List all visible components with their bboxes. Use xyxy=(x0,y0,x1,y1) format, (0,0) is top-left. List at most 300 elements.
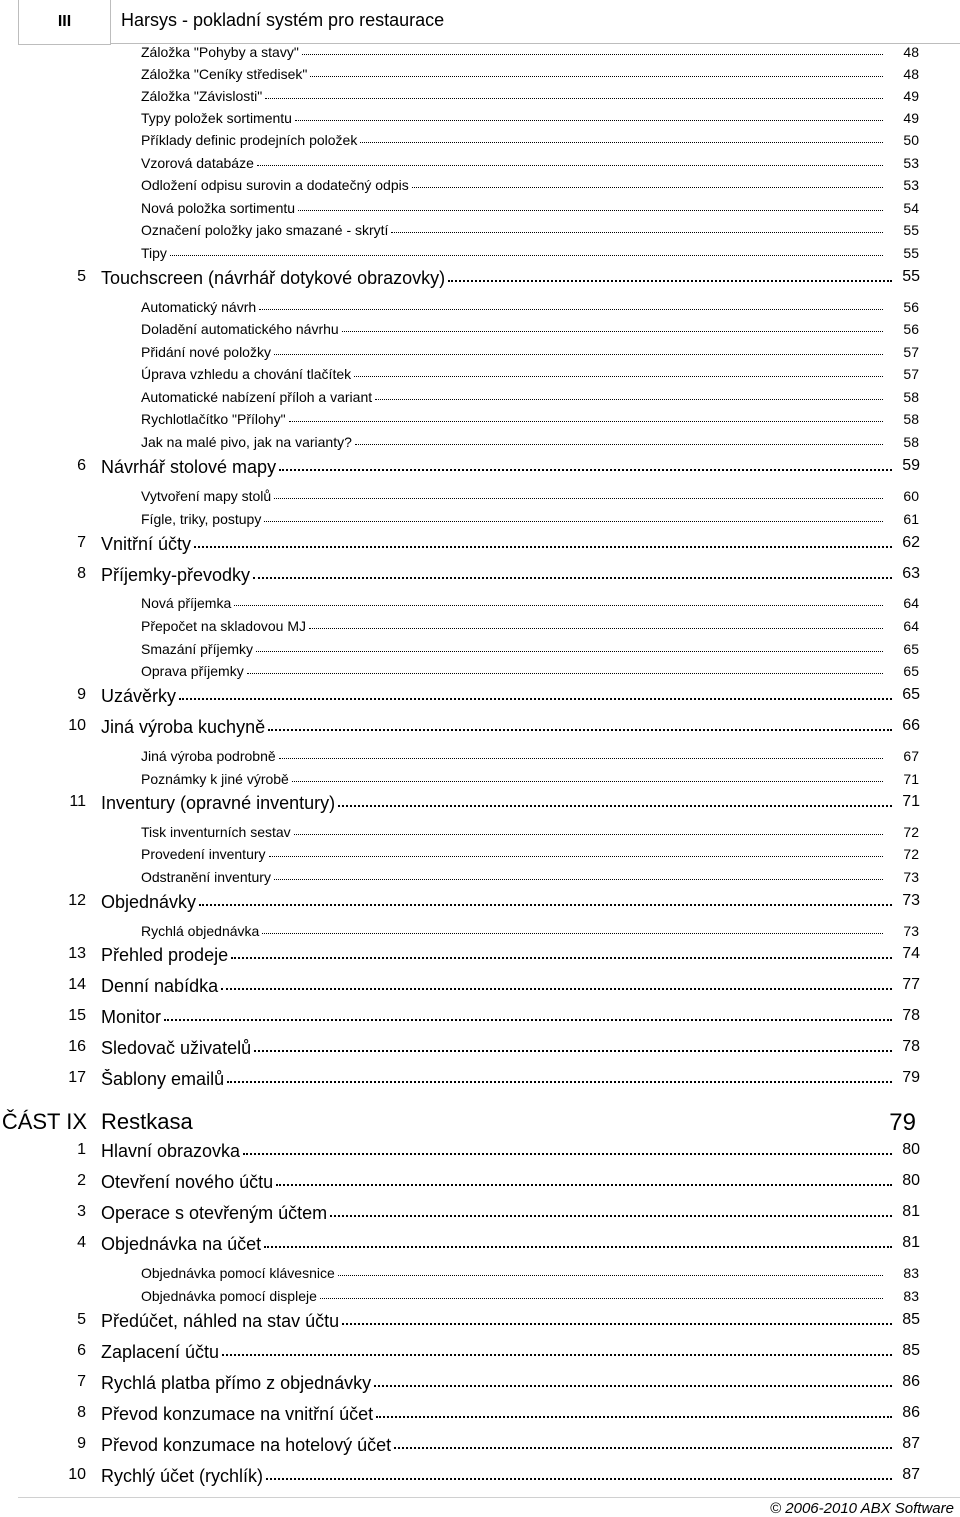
toc-section-entry[interactable] xyxy=(0,434,960,456)
toc-entry-page: 77 xyxy=(902,976,920,993)
toc-entry-page: 71 xyxy=(902,793,920,810)
toc-entry-title: Přepočet na skladovou MJ xyxy=(141,618,306,634)
toc-entry-title: Touchscreen (návrhář dotykové obrazovky) xyxy=(101,268,446,288)
toc-entry-title: Oprava příjemky xyxy=(141,663,244,679)
toc-entry-title-wrap xyxy=(101,1404,895,1425)
toc-chapter-entry[interactable] xyxy=(0,1141,960,1169)
toc-entry-page: 48 xyxy=(903,44,919,60)
toc-section-entry[interactable] xyxy=(0,245,960,267)
toc-section-entry[interactable] xyxy=(0,511,960,533)
toc-entry-title: Objednávky xyxy=(101,892,197,912)
toc-entry-number: 16 xyxy=(68,1038,86,1055)
toc-entry-page: 73 xyxy=(902,892,920,909)
toc-entry-number: 15 xyxy=(68,1007,86,1024)
toc-entry-number: 13 xyxy=(68,945,86,962)
toc-entry-title: Restkasa xyxy=(101,1109,193,1134)
toc-entry-page: 73 xyxy=(903,923,919,939)
toc-entry-page: 55 xyxy=(903,245,919,261)
toc-entry-title-wrap xyxy=(101,457,895,478)
toc-entry-page: 48 xyxy=(903,66,919,82)
toc-entry-page: 87 xyxy=(902,1466,920,1483)
toc-entry-title: Automatický návrh xyxy=(141,299,257,315)
toc-entry-title: Jiná výroba podrobně xyxy=(141,748,276,764)
toc-entry-page: 67 xyxy=(903,748,919,764)
toc-entry-title: Přidání nové položky xyxy=(141,344,271,360)
toc-leader-dots xyxy=(254,1050,892,1052)
toc-entry-number: ČÁST IX xyxy=(1,1109,87,1134)
toc-entry-title-wrap xyxy=(101,268,895,289)
toc-leader-dots xyxy=(279,469,892,471)
toc-entry-page: 73 xyxy=(903,869,919,885)
toc-chapter-entry[interactable] xyxy=(0,1234,960,1262)
toc-section-entry[interactable] xyxy=(0,846,960,868)
toc-section-entry[interactable] xyxy=(0,748,960,770)
toc-entry-number: 8 xyxy=(77,1404,86,1421)
toc-entry-title: Denní nabídka xyxy=(101,976,219,996)
toc-section-entry[interactable] xyxy=(0,132,960,154)
toc-entry-title: Rychlý účet (rychlík) xyxy=(101,1466,264,1486)
toc-leader-dots xyxy=(194,546,892,548)
toc-leader-dots xyxy=(320,1298,883,1299)
toc-leader-dots xyxy=(355,444,883,445)
toc-leader-dots xyxy=(222,1354,892,1356)
toc-leader-dots xyxy=(412,187,883,188)
toc-entry-title: Vytvoření mapy stolů xyxy=(141,488,272,504)
toc-entry-title-wrap xyxy=(141,923,886,939)
toc-section-entry[interactable] xyxy=(0,344,960,366)
toc-entry-title: Jiná výroba kuchyně xyxy=(101,717,266,737)
toc-entry-number: 11 xyxy=(69,793,86,810)
toc-entry-title: Objednávka na účet xyxy=(101,1234,262,1254)
toc-entry-title: Přehled prodeje xyxy=(101,945,229,965)
toc-leader-dots xyxy=(298,210,883,211)
toc-entry-title: Rychlá objednávka xyxy=(141,923,260,939)
toc-entry-title: Objednávka pomocí klávesnice xyxy=(141,1265,335,1281)
toc-section-entry[interactable] xyxy=(0,155,960,177)
toc-entry-number: 10 xyxy=(68,1466,86,1483)
toc-entry-number: 5 xyxy=(77,268,86,285)
toc-section-entry[interactable] xyxy=(0,411,960,433)
toc-section-entry[interactable] xyxy=(0,177,960,199)
toc-entry-title-wrap xyxy=(141,245,886,261)
toc-leader-dots xyxy=(338,1275,883,1276)
toc-chapter-entry[interactable] xyxy=(0,686,960,714)
toc-entry-title: Návrhář stolové mapy xyxy=(101,457,277,477)
toc-entry-title: Typy položek sortimentu xyxy=(141,110,292,126)
toc-entry-number: 9 xyxy=(77,1435,86,1452)
toc-entry-number: 7 xyxy=(77,1373,86,1390)
toc-entry-title: Automatické nabízení příloh a variant xyxy=(141,389,373,405)
toc-entry-title-wrap xyxy=(141,200,886,216)
toc-entry-title: Odložení odpisu surovin a dodatečný odpis xyxy=(141,177,409,193)
toc-entry-title: Objednávka pomocí displeje xyxy=(141,1288,317,1304)
toc-entry-title-wrap xyxy=(101,976,895,997)
toc-entry-title: Inventury (opravné inventury) xyxy=(101,793,336,813)
toc-entry-page: 81 xyxy=(902,1234,920,1251)
toc-entry-page: 56 xyxy=(903,321,919,337)
toc-entry-title: Zaplacení účtu xyxy=(101,1342,220,1362)
toc-entry-title-wrap xyxy=(141,321,886,337)
toc-entry-page: 60 xyxy=(903,488,919,504)
toc-chapter-entry[interactable] xyxy=(0,1342,960,1370)
toc-leader-dots xyxy=(269,856,883,857)
toc-entry-title-wrap xyxy=(141,1288,886,1304)
toc-entry-page: 86 xyxy=(902,1373,920,1390)
toc-section-entry[interactable] xyxy=(0,1288,960,1310)
toc-leader-dots xyxy=(292,781,883,782)
toc-section-entry[interactable] xyxy=(0,641,960,663)
toc-entry-page: 79 xyxy=(889,1109,916,1136)
toc-section-entry[interactable] xyxy=(0,222,960,244)
toc-entry-title: Záložka "Ceníky středisek" xyxy=(141,66,308,82)
toc-leader-dots xyxy=(264,1246,892,1248)
toc-leader-dots xyxy=(342,331,883,332)
toc-chapter-entry[interactable] xyxy=(0,565,960,593)
toc-entry-title: Šablony emailů xyxy=(101,1069,225,1089)
toc-entry-page: 61 xyxy=(903,511,919,527)
toc-entry-title: Jak na malé pivo, jak na varianty? xyxy=(141,434,352,450)
toc-entry-page: 66 xyxy=(902,717,920,734)
toc-section-entry[interactable] xyxy=(0,923,960,945)
toc-entry-title-wrap xyxy=(141,748,886,764)
toc-entry-title-wrap xyxy=(141,1265,886,1281)
toc-entry-title-wrap xyxy=(101,1069,895,1090)
toc-leader-dots xyxy=(268,729,892,731)
toc-leader-dots xyxy=(264,521,883,522)
toc-leader-dots xyxy=(279,758,883,759)
toc-entry-title: Záložka "Pohyby a stavy" xyxy=(141,44,299,60)
toc-section-entry[interactable] xyxy=(0,44,960,66)
toc-chapter-entry[interactable] xyxy=(0,1007,960,1035)
toc-entry-title: Úprava vzhledu a chování tlačítek xyxy=(141,366,352,382)
toc-chapter-entry[interactable] xyxy=(0,1311,960,1339)
toc-entry-page: 55 xyxy=(902,268,920,285)
toc-entry-page: 79 xyxy=(902,1069,920,1086)
toc-entry-page: 56 xyxy=(903,299,919,315)
toc-section-entry[interactable] xyxy=(0,389,960,411)
toc-section-entry[interactable] xyxy=(0,824,960,846)
toc-entry-title: Převod konzumace na vnitřní účet xyxy=(101,1404,374,1424)
toc-leader-dots xyxy=(265,98,883,99)
toc-entry-title-wrap xyxy=(101,565,895,586)
toc-entry-title: Operace s otevřeným účtem xyxy=(101,1203,328,1223)
toc-entry-page: 53 xyxy=(903,177,919,193)
toc-leader-dots xyxy=(374,1385,892,1387)
toc-chapter-entry[interactable] xyxy=(0,793,960,821)
toc-entry-number: 1 xyxy=(77,1141,86,1158)
toc-section-entry[interactable] xyxy=(0,66,960,88)
toc-entry-number: 5 xyxy=(77,1311,86,1328)
toc-chapter-entry[interactable] xyxy=(0,1069,960,1097)
toc-leader-dots xyxy=(164,1019,892,1021)
toc-section-entry[interactable] xyxy=(0,771,960,793)
toc-entry-title: Tisk inventurních sestav xyxy=(141,824,291,840)
toc-entry-title-wrap xyxy=(141,44,886,60)
toc-entry-page: 72 xyxy=(903,824,919,840)
toc-leader-dots xyxy=(179,698,892,700)
toc-entry-title-wrap xyxy=(141,222,886,238)
toc-leader-dots xyxy=(391,232,883,233)
toc-leader-dots xyxy=(342,1323,892,1325)
toc-entry-page: 49 xyxy=(903,110,919,126)
toc-entry-page: 58 xyxy=(903,411,919,427)
toc-entry-page: 59 xyxy=(902,457,920,474)
toc-entry-title: Hlavní obrazovka xyxy=(101,1141,241,1161)
toc-leader-dots xyxy=(376,1416,892,1418)
toc-entry-title-wrap xyxy=(141,663,886,679)
toc-entry-title: Doladění automatického návrhu xyxy=(141,321,339,337)
toc-entry-page: 78 xyxy=(902,1038,920,1055)
toc-entry-title-wrap xyxy=(101,1038,895,1059)
toc-entry-title-wrap xyxy=(141,869,886,885)
toc-entry-page: 74 xyxy=(902,945,920,962)
toc-entry-page: 55 xyxy=(903,222,919,238)
toc-entry-number: 10 xyxy=(68,717,86,734)
toc-chapter-entry[interactable] xyxy=(0,717,960,745)
toc-entry-page: 57 xyxy=(903,366,919,382)
toc-entry-title: Záložka "Závislosti" xyxy=(141,88,263,104)
toc-chapter-entry[interactable] xyxy=(0,534,960,562)
toc-chapter-entry[interactable] xyxy=(0,1172,960,1200)
toc-leader-dots xyxy=(309,628,883,629)
toc-leader-dots xyxy=(274,879,883,880)
toc-leader-dots xyxy=(295,120,883,121)
toc-leader-dots xyxy=(262,933,883,934)
toc-entry-title-wrap xyxy=(141,299,886,315)
toc-entry-number: 14 xyxy=(68,976,86,993)
toc-entry-title: Uzávěrky xyxy=(101,686,177,706)
toc-entry-number: 6 xyxy=(77,457,86,474)
toc-chapter-entry[interactable] xyxy=(0,1038,960,1066)
toc-entry-title: Předúčet, náhled na stav účtu xyxy=(101,1311,340,1331)
toc-leader-dots xyxy=(266,1478,892,1480)
toc-entry-title: Vnitřní účty xyxy=(101,534,192,554)
toc-entry-page: 63 xyxy=(902,565,920,582)
toc-entry-title: Odstranění inventury xyxy=(141,869,271,885)
toc-entry-title: Rychlá platba přímo z objednávky xyxy=(101,1373,372,1393)
toc-entry-title: Příjemky-převodky xyxy=(101,565,251,585)
toc-entry-page: 58 xyxy=(903,434,919,450)
toc-entry-title-wrap xyxy=(141,641,886,657)
toc-entry-page: 58 xyxy=(903,389,919,405)
toc-entry-page: 87 xyxy=(902,1435,920,1452)
toc-entry-title-wrap xyxy=(141,846,886,862)
toc-entry-title-wrap xyxy=(101,1342,895,1363)
toc-section-entry[interactable] xyxy=(0,1265,960,1287)
toc-entry-title: Provedení inventury xyxy=(141,846,266,862)
page-label: III xyxy=(57,13,72,30)
toc-leader-dots xyxy=(289,421,883,422)
toc-entry-title-wrap xyxy=(141,344,886,360)
toc-leader-dots xyxy=(375,399,883,400)
toc-section-entry[interactable] xyxy=(0,200,960,222)
toc-entry-number: 7 xyxy=(77,534,86,551)
toc-entry-page: 80 xyxy=(902,1141,920,1158)
toc-leader-dots xyxy=(253,577,892,579)
toc-entry-title-wrap xyxy=(101,945,895,966)
toc-leader-dots xyxy=(170,255,883,256)
toc-chapter-entry[interactable] xyxy=(0,457,960,485)
toc-entry-title-wrap xyxy=(141,366,886,382)
toc-chapter-entry[interactable] xyxy=(0,1466,960,1494)
toc-leader-dots xyxy=(330,1215,892,1217)
toc-leader-dots xyxy=(247,673,883,674)
toc-section-entry[interactable] xyxy=(0,488,960,510)
toc-entry-page: 85 xyxy=(902,1342,920,1359)
toc-entry-title: Tipy xyxy=(141,245,167,261)
toc-entry-page: 80 xyxy=(902,1172,920,1189)
toc-entry-title: Nová příjemka xyxy=(141,595,232,611)
toc-entry-title-wrap xyxy=(141,177,886,193)
toc-leader-dots xyxy=(221,988,892,990)
toc-entry-page: 49 xyxy=(903,88,919,104)
toc-entry-number: 17 xyxy=(68,1069,86,1086)
toc-chapter-entry[interactable] xyxy=(0,976,960,1004)
toc-section-entry[interactable] xyxy=(0,299,960,321)
toc-leader-dots xyxy=(256,651,883,652)
toc-section-entry[interactable] xyxy=(0,595,960,617)
toc-entry-title-wrap xyxy=(141,771,886,787)
toc-section-entry[interactable] xyxy=(0,618,960,640)
toc-entry-title-wrap xyxy=(101,793,895,814)
toc-entry-title: Otevření nového účtu xyxy=(101,1172,274,1192)
toc-entry-number: 2 xyxy=(77,1172,86,1189)
toc-entry-page: 53 xyxy=(903,155,919,171)
toc-entry-title-wrap xyxy=(101,1007,895,1028)
toc-chapter-entry[interactable] xyxy=(0,892,960,920)
toc-leader-dots xyxy=(354,376,883,377)
toc-chapter-entry[interactable] xyxy=(0,1373,960,1401)
toc-entry-page: 65 xyxy=(903,663,919,679)
toc-leader-dots xyxy=(310,76,883,77)
toc-entry-title-wrap xyxy=(141,618,886,634)
toc-section-entry[interactable] xyxy=(0,321,960,343)
toc-section-entry[interactable] xyxy=(0,88,960,110)
toc-entry-title-wrap xyxy=(101,1435,895,1456)
toc-leader-dots xyxy=(294,834,883,835)
toc-entry-title: Fígle, triky, postupy xyxy=(141,511,262,527)
toc-entry-page: 64 xyxy=(903,618,919,634)
toc-entry-title-wrap xyxy=(141,66,886,82)
toc-entry-page: 64 xyxy=(903,595,919,611)
toc-entry-title-wrap xyxy=(141,434,886,450)
toc-entry-page: 65 xyxy=(902,686,920,703)
toc-entry-title: Smazání příjemky xyxy=(141,641,254,657)
toc-entry-title: Vzorová databáze xyxy=(141,155,254,171)
footer-copyright: © 2006-2010 ABX Software xyxy=(770,1500,954,1517)
toc-chapter-entry[interactable] xyxy=(0,268,960,296)
toc-entry-number: 12 xyxy=(68,892,86,909)
toc-leader-dots xyxy=(302,54,883,55)
toc-entry-title: Sledovač uživatelů xyxy=(101,1038,252,1058)
toc-entry-number: 9 xyxy=(77,686,86,703)
toc-entry-page: 50 xyxy=(903,132,919,148)
toc-entry-title-wrap xyxy=(101,1373,895,1394)
toc-leader-dots xyxy=(274,354,883,355)
toc-leader-dots xyxy=(274,498,883,499)
toc-entry-page: 54 xyxy=(903,200,919,216)
toc-entry-title-wrap xyxy=(141,824,886,840)
toc-entry-page: 57 xyxy=(903,344,919,360)
toc-section-entry[interactable] xyxy=(0,366,960,388)
header-title: Harsys - pokladní systém pro restaurace xyxy=(121,10,445,30)
toc-entry-title-wrap xyxy=(141,411,886,427)
toc-entry-title-wrap xyxy=(141,389,886,405)
toc-entry-title: Rychlotlačítko "Přílohy" xyxy=(141,411,286,427)
toc-chapter-entry[interactable] xyxy=(0,1404,960,1432)
toc-leader-dots xyxy=(259,309,883,310)
toc-entry-title-wrap xyxy=(101,1172,895,1193)
toc-leader-dots xyxy=(257,165,883,166)
toc-entry-title-wrap xyxy=(141,595,886,611)
page-number-box xyxy=(18,0,111,45)
toc-entry-number: 6 xyxy=(77,1342,86,1359)
toc-leader-dots xyxy=(338,805,892,807)
toc-part-entry[interactable] xyxy=(0,1109,960,1143)
toc-entry-title-wrap xyxy=(141,110,886,126)
toc-chapter-entry[interactable] xyxy=(0,945,960,973)
toc-entry-title-wrap xyxy=(101,1466,895,1487)
toc-entry-title-wrap xyxy=(101,1109,881,1135)
toc-entry-title: Monitor xyxy=(101,1007,162,1027)
toc-entry-title: Poznámky k jiné výrobě xyxy=(141,771,289,787)
toc-entry-page: 62 xyxy=(902,534,920,551)
toc-entry-page: 83 xyxy=(903,1265,919,1281)
toc-entry-page: 85 xyxy=(902,1311,920,1328)
toc-chapter-entry[interactable] xyxy=(0,1435,960,1463)
toc-entry-number: 8 xyxy=(77,565,86,582)
toc-chapter-entry[interactable] xyxy=(0,1203,960,1231)
toc-entry-page: 86 xyxy=(902,1404,920,1421)
toc-entry-title-wrap xyxy=(101,1311,895,1332)
toc-entry-title-wrap xyxy=(101,534,895,555)
toc-entry-title-wrap xyxy=(101,1203,895,1224)
toc-entry-page: 81 xyxy=(902,1203,920,1220)
toc-leader-dots xyxy=(448,280,892,282)
toc-entry-title-wrap xyxy=(141,132,886,148)
toc-entry-number: 4 xyxy=(77,1234,86,1251)
toc-entry-title-wrap xyxy=(101,717,895,738)
toc-entry-page: 72 xyxy=(903,846,919,862)
toc-entry-title-wrap xyxy=(101,686,895,707)
toc-entry-title-wrap xyxy=(141,511,886,527)
toc-leader-dots xyxy=(360,142,883,143)
toc-entry-title-wrap xyxy=(101,1141,895,1162)
toc-entry-title-wrap xyxy=(141,155,886,171)
toc-leader-dots xyxy=(231,957,892,959)
toc-entry-page: 65 xyxy=(903,641,919,657)
toc-leader-dots xyxy=(234,605,883,606)
toc-section-entry[interactable] xyxy=(0,663,960,685)
toc-section-entry[interactable] xyxy=(0,869,960,891)
footer-divider xyxy=(18,1497,960,1498)
toc-leader-dots xyxy=(227,1081,892,1083)
toc-leader-dots xyxy=(394,1447,892,1449)
toc-leader-dots xyxy=(243,1153,892,1155)
toc-leader-dots xyxy=(276,1184,892,1186)
toc-entry-title: Označení položky jako smazané - skrytí xyxy=(141,222,389,238)
toc-entry-title-wrap xyxy=(101,892,895,913)
toc-entry-title-wrap xyxy=(141,88,886,104)
toc-section-entry[interactable] xyxy=(0,110,960,132)
toc-entry-page: 78 xyxy=(902,1007,920,1024)
toc-leader-dots xyxy=(199,904,892,906)
toc-entry-page: 71 xyxy=(903,771,919,787)
toc-entry-page: 83 xyxy=(903,1288,919,1304)
toc-entry-title: Příklady definic prodejních položek xyxy=(141,132,358,148)
toc-entry-title-wrap xyxy=(101,1234,895,1255)
toc-entry-title-wrap xyxy=(141,488,886,504)
